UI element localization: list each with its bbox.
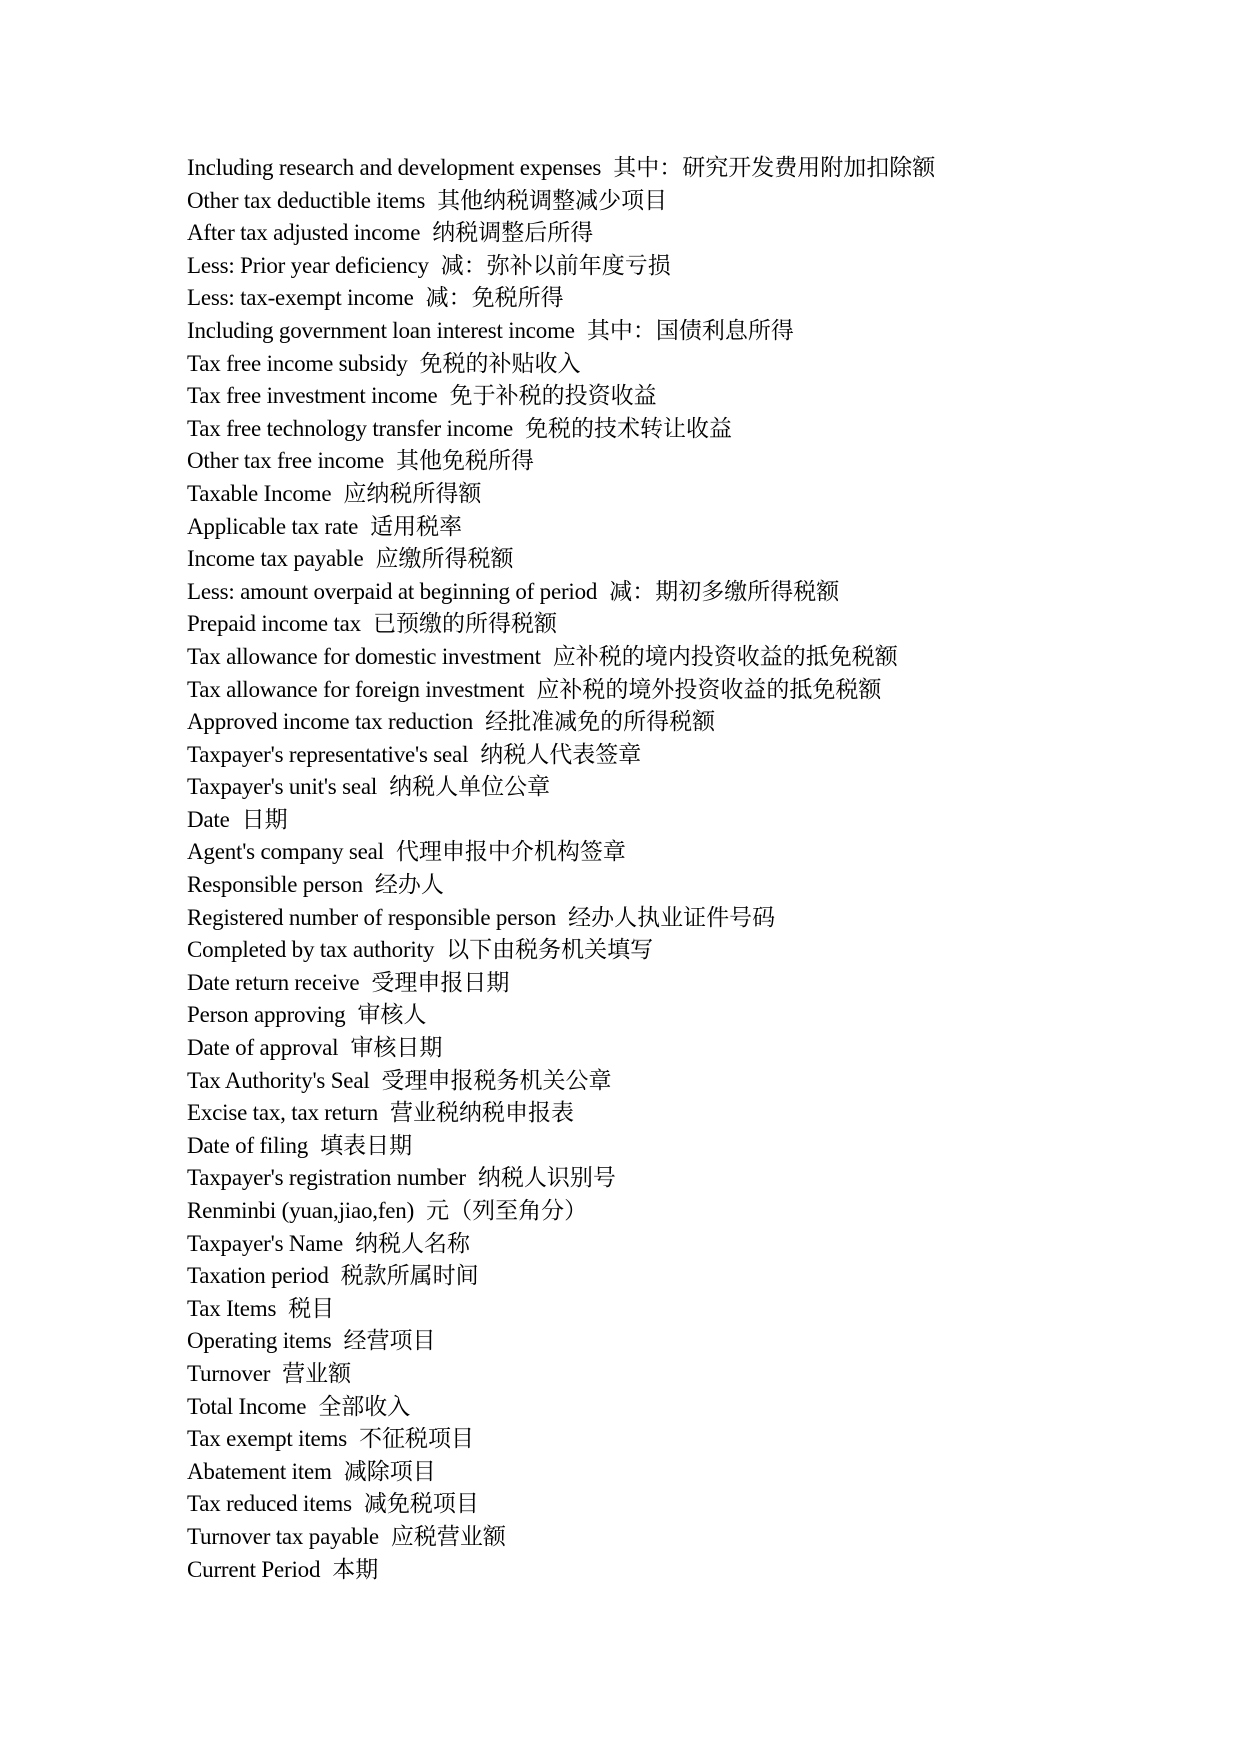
glossary-list bbox=[187, 152, 1187, 1586]
entry-english: Including government loan interest income bbox=[187, 317, 575, 343]
entry-chinese: 填表日期 bbox=[320, 1132, 413, 1159]
glossary-entry bbox=[187, 1032, 1187, 1065]
glossary-entry bbox=[187, 511, 1187, 544]
entry-english: Current Period bbox=[187, 1556, 321, 1582]
glossary-entry bbox=[187, 1325, 1187, 1358]
entry-chinese: 应补税的境外投资收益的抵免税额 bbox=[536, 676, 882, 703]
glossary-entry bbox=[187, 641, 1187, 674]
glossary-entry bbox=[187, 1195, 1187, 1228]
entry-chinese: 减除项目 bbox=[343, 1458, 436, 1485]
entry-chinese: 减免税项目 bbox=[363, 1491, 479, 1518]
entry-chinese: 减：弥补以前年度亏损 bbox=[440, 252, 671, 279]
entry-chinese: 经批准减免的所得税额 bbox=[485, 709, 716, 736]
entry-chinese: 经办人 bbox=[374, 872, 444, 899]
entry-chinese: 经办人执业证件号码 bbox=[568, 904, 776, 931]
entry-english: Registered number of responsible person bbox=[187, 904, 557, 930]
entry-chinese: 适用税率 bbox=[370, 513, 463, 540]
entry-english: Less: tax-exempt income bbox=[187, 285, 414, 311]
glossary-entry bbox=[187, 445, 1187, 478]
entry-chinese: 营业税纳税申报表 bbox=[390, 1100, 575, 1127]
glossary-entry bbox=[187, 1130, 1187, 1163]
entry-english: Tax Items bbox=[187, 1295, 277, 1321]
glossary-entry bbox=[187, 608, 1187, 641]
entry-english: Date of approval bbox=[187, 1035, 339, 1061]
glossary-entry bbox=[187, 185, 1187, 218]
entry-english: Tax free investment income bbox=[187, 383, 438, 409]
entry-chinese: 元（列至角分） bbox=[426, 1198, 588, 1224]
glossary-entry bbox=[187, 1488, 1187, 1521]
glossary-entry bbox=[187, 836, 1187, 869]
entry-chinese: 受理申报税务机关公章 bbox=[381, 1067, 612, 1094]
entry-english: Tax allowance for foreign investment bbox=[187, 676, 525, 702]
entry-english: Date bbox=[187, 806, 230, 832]
entry-english: Agent's company seal bbox=[187, 839, 384, 865]
entry-english: Applicable tax rate bbox=[187, 513, 359, 539]
entry-chinese: 免税的技术转让收益 bbox=[525, 415, 733, 442]
entry-chinese: 以下由税务机关填写 bbox=[446, 937, 654, 964]
entry-english: Including research and development expenses bbox=[187, 155, 602, 180]
entry-english: Renminbi (yuan,jiao,fen) bbox=[187, 1198, 415, 1223]
glossary-entry bbox=[187, 1423, 1187, 1456]
glossary-entry bbox=[187, 804, 1187, 837]
glossary-entry bbox=[187, 1293, 1187, 1326]
entry-chinese: 税款所属时间 bbox=[340, 1263, 479, 1290]
entry-chinese: 纳税人单位公章 bbox=[389, 774, 551, 801]
entry-chinese: 代理申报中介机构签章 bbox=[395, 839, 626, 866]
glossary-entry bbox=[187, 413, 1187, 446]
entry-english: Other tax deductible items bbox=[187, 187, 426, 213]
glossary-entry bbox=[187, 1260, 1187, 1293]
entry-chinese: 全部收入 bbox=[318, 1393, 411, 1420]
glossary-entry bbox=[187, 348, 1187, 381]
entry-chinese: 应补税的境内投资收益的抵免税额 bbox=[552, 643, 898, 670]
entry-chinese: 营业额 bbox=[282, 1360, 352, 1387]
entry-chinese: 经营项目 bbox=[343, 1328, 436, 1355]
glossary-entry bbox=[187, 902, 1187, 935]
entry-chinese: 应纳税所得额 bbox=[343, 480, 482, 507]
entry-english: Date return receive bbox=[187, 969, 360, 995]
entry-chinese: 审核日期 bbox=[350, 1035, 443, 1062]
glossary-entry bbox=[187, 967, 1187, 1000]
entry-english: Total Income bbox=[187, 1393, 307, 1419]
entry-english: Taxpayer's unit's seal bbox=[187, 774, 378, 800]
glossary-entry bbox=[187, 1065, 1187, 1098]
entry-english: Tax Authority's Seal bbox=[187, 1067, 370, 1093]
entry-english: Tax free income subsidy bbox=[187, 350, 408, 376]
entry-english: Tax exempt items bbox=[187, 1426, 347, 1452]
entry-english: Less: Prior year deficiency bbox=[187, 252, 429, 278]
entry-chinese: 其他纳税调整减少项目 bbox=[437, 187, 668, 214]
glossary-entry bbox=[187, 1228, 1187, 1261]
glossary-entry bbox=[187, 934, 1187, 967]
entry-english: Completed by tax authority bbox=[187, 937, 435, 963]
glossary-entry bbox=[187, 478, 1187, 511]
glossary-entry bbox=[187, 152, 1187, 185]
entry-english: Approved income tax reduction bbox=[187, 709, 474, 735]
entry-english: Person approving bbox=[187, 1002, 346, 1028]
entry-english: Other tax free income bbox=[187, 448, 384, 474]
entry-chinese: 受理申报日期 bbox=[371, 969, 510, 996]
entry-english: Tax reduced items bbox=[187, 1491, 352, 1517]
glossary-entry bbox=[187, 380, 1187, 413]
glossary-entry bbox=[187, 1391, 1187, 1424]
glossary-entry bbox=[187, 771, 1187, 804]
glossary-entry bbox=[187, 1358, 1187, 1391]
entry-chinese: 不征税项目 bbox=[358, 1426, 474, 1453]
entry-chinese: 本期 bbox=[332, 1556, 379, 1583]
glossary-entry bbox=[187, 543, 1187, 576]
glossary-entry bbox=[187, 739, 1187, 772]
entry-english: Date of filing bbox=[187, 1132, 309, 1158]
entry-chinese: 免税的补贴收入 bbox=[419, 350, 581, 377]
entry-english: Prepaid income tax bbox=[187, 611, 361, 637]
glossary-entry bbox=[187, 706, 1187, 739]
entry-chinese: 其他免税所得 bbox=[395, 448, 534, 475]
entry-english: Operating items bbox=[187, 1328, 332, 1354]
entry-chinese: 免于补税的投资收益 bbox=[449, 383, 657, 410]
entry-chinese: 其中：国债利息所得 bbox=[586, 317, 794, 344]
glossary-entry bbox=[187, 999, 1187, 1032]
entry-english: Taxpayer's Name bbox=[187, 1230, 343, 1256]
glossary-entry bbox=[187, 315, 1187, 348]
entry-english: Taxpayer's representative's seal bbox=[187, 741, 469, 767]
entry-chinese: 税目 bbox=[288, 1295, 335, 1322]
glossary-entry bbox=[187, 250, 1187, 283]
entry-english: Responsible person bbox=[187, 872, 363, 898]
entry-english: Less: amount overpaid at beginning of period bbox=[187, 578, 598, 604]
entry-chinese: 其中：研究开发费用附加扣除额 bbox=[613, 155, 936, 181]
glossary-entry bbox=[187, 1456, 1187, 1489]
glossary-entry bbox=[187, 1097, 1187, 1130]
entry-english: Turnover bbox=[187, 1360, 271, 1386]
entry-english: Abatement item bbox=[187, 1458, 332, 1484]
glossary-entry bbox=[187, 1521, 1187, 1554]
entry-chinese: 应税营业额 bbox=[390, 1523, 506, 1550]
entry-english: Tax free technology transfer income bbox=[187, 415, 514, 441]
entry-english: Tax allowance for domestic investment bbox=[187, 643, 541, 669]
entry-english: Taxpayer's registration number bbox=[187, 1165, 466, 1191]
entry-chinese: 审核人 bbox=[357, 1002, 427, 1029]
entry-english: Taxable Income bbox=[187, 480, 332, 506]
glossary-entry bbox=[187, 1554, 1187, 1587]
entry-chinese: 纳税人名称 bbox=[355, 1230, 470, 1257]
entry-english: Excise tax, tax return bbox=[187, 1100, 379, 1126]
entry-chinese: 日期 bbox=[241, 806, 288, 833]
entry-chinese: 已预缴的所得税额 bbox=[372, 611, 557, 638]
glossary-entry bbox=[187, 1162, 1187, 1195]
glossary-entry bbox=[187, 869, 1187, 902]
entry-chinese: 纳税人代表签章 bbox=[480, 741, 642, 768]
glossary-entry bbox=[187, 576, 1187, 609]
entry-chinese: 应缴所得税额 bbox=[375, 546, 514, 573]
entry-english: Income tax payable bbox=[187, 546, 364, 572]
entry-chinese: 纳税调整后所得 bbox=[432, 220, 594, 247]
glossary-entry bbox=[187, 217, 1187, 250]
entry-english: Taxation period bbox=[187, 1263, 329, 1289]
entry-chinese: 减：期初多缴所得税额 bbox=[609, 578, 840, 605]
entry-chinese: 减：免税所得 bbox=[425, 285, 564, 312]
glossary-entry bbox=[187, 674, 1187, 707]
glossary-entry bbox=[187, 282, 1187, 315]
entry-english: Turnover tax payable bbox=[187, 1523, 379, 1549]
entry-english: After tax adjusted income bbox=[187, 220, 421, 246]
entry-chinese: 纳税人识别号 bbox=[477, 1165, 616, 1192]
